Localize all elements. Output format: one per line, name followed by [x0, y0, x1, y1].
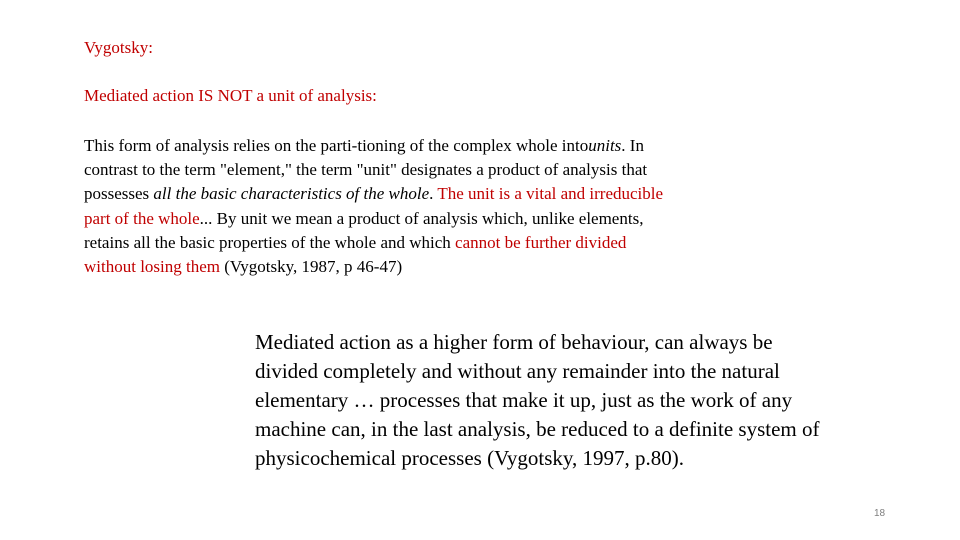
quote-1-line-3-start: possesses — [84, 184, 154, 204]
quote-1-line-4-rest: ... By unit we mean a product of analysis which, unlike elements, — [199, 208, 644, 228]
quote-1-line-5 — [84, 231, 784, 255]
quote-1-line-1-text: This form of analysis relies on the parti-tioning of the complex whole into — [84, 136, 589, 155]
page-number: 18 — [874, 508, 886, 519]
quote-1-without-losing-emphasis: without losing them — [84, 257, 220, 277]
quote-1-line-3-period: . — [429, 184, 438, 204]
quote-1-vital-unit-emphasis: The unit is a vital and irreducible — [437, 184, 664, 204]
quote-1-line-4 — [84, 207, 784, 231]
quote-1-line-5-start: retains all the basic properties of the whole and which — [84, 232, 456, 252]
quote-2-line-5: physicochemical processes (Vygotsky, 1997, p.80). — [255, 446, 685, 470]
vygotsky-1987-quote — [84, 134, 784, 279]
quote-1-units-italic: units — [588, 136, 622, 155]
quote-1-part-of-whole-emphasis: part of the whole — [84, 208, 200, 228]
quote-2-line-4: machine can, in the last analysis, be reduced to a definite system of — [255, 417, 820, 441]
quote-1-line-2: contrast to the term "element," the term "unit" designates a product of analysis that — [84, 160, 648, 180]
quote-2-line-1: Mediated action as a higher form of behaviour, can always be — [255, 330, 773, 354]
quote-1-line-3 — [84, 182, 784, 206]
slide-title: Vygotsky: — [84, 38, 153, 57]
quote-1-line-1 — [84, 134, 784, 158]
quote-1-cannot-be-divided-emphasis: cannot be further divided — [455, 232, 627, 252]
quote-1-basic-characteristics-italic: all the basic characteristics of the whole — [153, 184, 430, 204]
slide-subtitle: Mediated action IS NOT a unit of analysis: — [84, 86, 377, 105]
quote-2-line-3: elementary … processes that make it up, just as the work of any — [255, 388, 793, 412]
quote-1-line-1-end: . In — [621, 136, 644, 155]
quote-1-citation: (Vygotsky, 1987, p 46-47) — [220, 257, 403, 277]
quote-1-line-6 — [84, 255, 784, 279]
quote-2-line-2: divided completely and without any remainder into the natural — [255, 359, 780, 383]
vygotsky-1997-quote — [255, 328, 935, 473]
